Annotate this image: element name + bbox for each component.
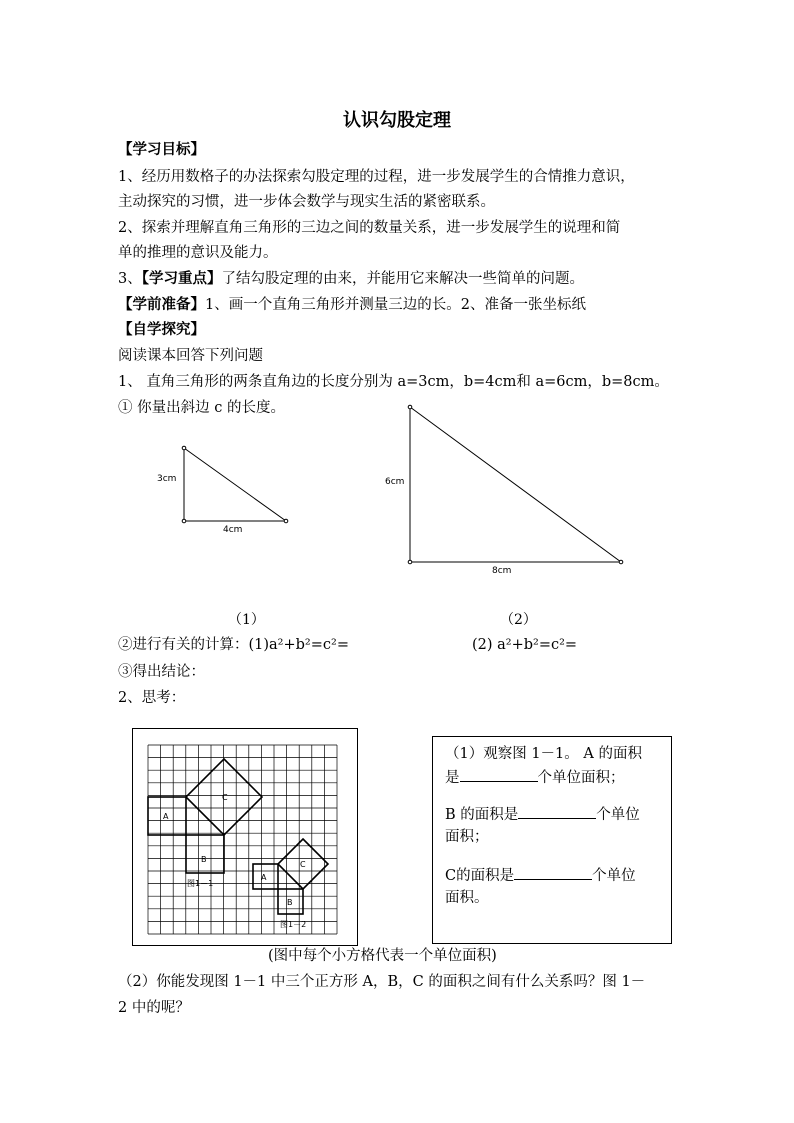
label-a1: A [163,812,169,821]
fig2-label: 图1－2 [280,920,307,929]
box-line-3 [445,804,640,825]
box-line-3-post: 个单位 [596,807,640,823]
box-line-5-pre: C的面积是 [445,868,515,884]
answer-blank-c[interactable] [514,865,592,880]
figure-shapes [148,759,328,914]
box-line-5 [445,865,636,886]
label-a2: A [261,873,267,882]
box-line-2 [445,767,625,788]
box-line-6: 面积。 [445,890,489,906]
tri1-side-a: 3cm [157,474,177,484]
box-line-2-pre: 是 [445,770,460,786]
objectives-heading: 【学习目标】 [118,141,205,158]
objective-1-line1: 1、经历用数格子的办法探索勾股定理的过程，进一步发展学生的合情推力意识， [118,169,635,185]
page-title: 认识勾股定理 [343,110,451,131]
box-line-4: 面积； [445,829,489,845]
objective-2-line2: 单的推理的意识及能力。 [118,245,278,261]
key-points-heading: 【学习重点】 [141,270,222,287]
question-2: 2、思考： [118,690,186,706]
question-box [432,736,672,944]
box-line-2-post: 个单位面积； [537,770,625,786]
fig1-label: 图1－1 [187,879,214,888]
preparation-text: 1、画一个直角三角形并测量三边的长。2、准备一张坐标纸 [205,297,586,313]
tri1-caption: （1） [228,612,265,628]
figure-caption: (图中每个小方格代表一个单位面积) [268,948,497,964]
label-b2: B [287,898,293,907]
objective-1-line2: 主动探究的习惯，进一步体会数学与现实生活的紧密联系。 [118,194,495,210]
box-line-3-pre: B 的面积是 [445,807,519,823]
tri2-side-b: 8cm [492,566,512,576]
conclusion: ③得出结论： [118,664,205,680]
question-1: 1、 直角三角形的两条直角边的长度分别为 a=3cm，b=4cm和 a=6cm，b=8cm。 [118,374,669,390]
explore-heading: 【自学探究】 [118,321,205,338]
question-1-sub1: ① 你量出斜边 c 的长度。 [118,400,285,416]
square-b1 [186,835,224,873]
answer-blank-b[interactable] [518,804,596,819]
label-c2: C [300,860,306,869]
calc-left: ②进行有关的计算：(1)a²+b²=c²= [118,637,349,653]
preparation-heading: 【学前准备】 [118,296,205,313]
box-line-5-post: 个单位 [592,868,636,884]
label-c1: C [222,793,228,802]
grid-lines [148,745,337,934]
tri1-side-b: 4cm [223,525,243,535]
objective-3-text: 了结勾股定理的由来，并能用它来解决一些简单的问题。 [221,271,584,287]
label-b1: B [201,855,207,864]
tri2-caption: （2） [500,612,537,628]
tri2-side-a: 6cm [385,477,405,487]
answer-blank-a[interactable] [460,767,538,782]
final-question-line2: 2 中的呢？ [118,1000,190,1016]
box-line-1: （1）观察图 1－1。 A 的面积 [445,746,642,762]
objective-2-line1: 2、探索并理解直角三角形的三边之间的数量关系，进一步发展学生的说理和简 [118,220,621,236]
explore-intro: 阅读课本回答下列问题 [118,348,263,364]
calc-right: (2) a²+b²=c²= [472,637,578,653]
objective-3-prefix: 3、 [118,271,142,287]
final-question-line1: （2）你能发现图 1－1 中三个正方形 A，B，C 的面积之间有什么关系吗？图 1－ [118,974,646,990]
